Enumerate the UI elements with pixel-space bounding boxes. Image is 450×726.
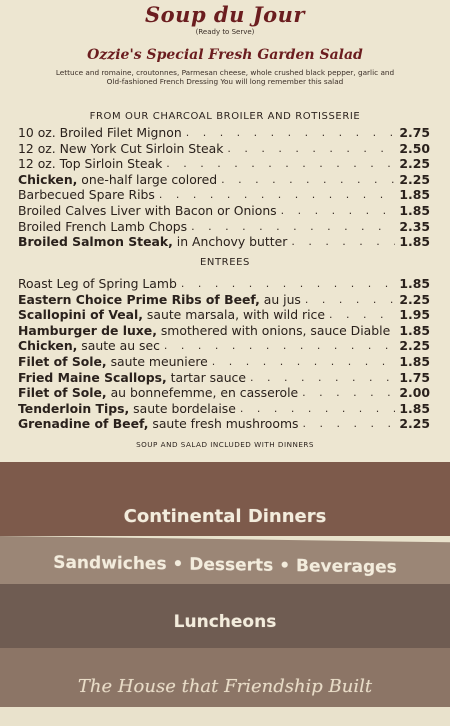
menu-item-name-rest: saute au sec (77, 338, 160, 354)
menu-item (18, 338, 430, 354)
entrees-list (18, 276, 430, 432)
menu-item-name-rest: 10 oz. Broiled Filet Mignon (18, 125, 182, 140)
broiler-list (18, 125, 430, 250)
menu-item-price: 2.35 (399, 218, 430, 234)
menu-item-price: 2.75 (399, 125, 430, 140)
menu-item-name-rest: Broiled French Lamb Chops (18, 218, 188, 234)
menu-item-name-bold: Scallopini of Veal, (18, 307, 143, 323)
leader-dots (164, 338, 396, 354)
menu-item-name-rest: Broiled Calves Liver with Bacon or Onions (18, 202, 277, 218)
menu-item-price: 1.95 (399, 307, 430, 323)
menu-item-name-bold: Filet of Sole, (18, 353, 107, 369)
menu-item (18, 156, 430, 172)
menu-item-name-rest: saute fresh mushrooms (148, 416, 299, 432)
menu-item-name (18, 125, 182, 141)
menu-item-name (18, 292, 301, 308)
menu-item-name (18, 354, 208, 370)
menu-item (18, 416, 430, 432)
menu-item (18, 354, 430, 370)
leader-dots (305, 292, 396, 308)
salad-title: Ozzie's Special Fresh Garden Salad (87, 47, 363, 63)
menu-item-name (18, 307, 325, 323)
menu-item-name (18, 187, 155, 203)
menu-item-price: 2.25 (399, 291, 430, 307)
menu-item-name (18, 156, 162, 172)
menu-item-name-bold: Fried Maine Scallops, (18, 369, 167, 385)
tab-sandwiches-desserts-beverages[interactable] (0, 536, 450, 590)
leader-dots (250, 370, 395, 386)
menu-item-name-rest: 12 oz. Top Sirloin Steak (18, 156, 163, 172)
leader-dots (159, 187, 396, 203)
menu-item-name-rest: tartar sauce (166, 369, 246, 385)
menu-item-name-bold: Grenadine of Beef, (18, 416, 149, 432)
menu-item-name-bold: Chicken, (18, 171, 78, 187)
menu-item-price: 2.25 (399, 171, 430, 187)
menu-item-price: 1.85 (399, 187, 430, 203)
salad-description: Lettuce and romaine, croutonnes, Parmesan cheese, whole crushed black pepper, garlic and Old-fashioned French Dressing You will long remember this salad (55, 68, 395, 87)
leader-dots (221, 172, 395, 188)
menu-item-name (18, 141, 223, 157)
menu-item-price: 2.25 (399, 416, 430, 432)
menu-item-price: 1.85 (399, 202, 430, 218)
menu-item-name-bold: Hamburger de luxe, (18, 322, 157, 338)
entrees-heading: ENTREES (199, 257, 251, 268)
menu-item (18, 234, 430, 250)
menu-item-name-rest: saute marsala, with wild rice (142, 307, 325, 323)
menu-item-name (18, 338, 160, 354)
menu-item-name-rest: saute meuniere (106, 353, 208, 369)
menu-item (18, 276, 430, 292)
leader-dots (166, 156, 395, 172)
tab-label: Continental Dinners (123, 506, 327, 527)
menu-item-name (18, 370, 246, 386)
menu-item-name-rest: Roast Leg of Spring Lamb (18, 276, 177, 291)
menu-item-name (18, 416, 298, 432)
leader-dots (281, 203, 396, 219)
menu-item (18, 401, 430, 417)
menu-item-name-rest: 12 oz. New York Cut Sirloin Steak (18, 140, 224, 156)
menu-item-price: 2.25 (399, 156, 430, 172)
tab-label: Luncheons (173, 612, 277, 632)
menu-item-price: 1.85 (399, 353, 430, 369)
menu-item-price: 2.50 (399, 140, 430, 156)
menu-item (18, 203, 430, 219)
menu-item-price: 1.85 (399, 234, 430, 250)
menu-item-name-bold: Broiled Salmon Steak, (18, 234, 173, 250)
menu-item-name-bold: Filet of Sole, (18, 385, 107, 401)
leader-dots (240, 401, 396, 417)
menu-item-name (18, 385, 298, 401)
tab-label: Sandwiches • Desserts • Beverages (53, 552, 397, 578)
menu-item (18, 307, 430, 323)
menu-item (18, 323, 430, 339)
menu-item-price: 2.00 (399, 385, 430, 401)
broiler-heading: FROM OUR CHARCOAL BROILER AND ROTISSERIE (89, 111, 361, 122)
menu-item-name (18, 234, 287, 250)
tab-label: The House that Friendship Built (77, 676, 373, 697)
menu-item-name (18, 401, 236, 417)
menu-item-name (18, 172, 217, 188)
leader-dots (329, 307, 395, 323)
tab-continental-dinners[interactable] (0, 462, 450, 536)
menu-item-name-rest: in Anchovy butter (172, 234, 288, 250)
menu-item-name (18, 219, 187, 235)
dinner-note: SOUP AND SALAD INCLUDED WITH DINNERS (136, 440, 314, 449)
soup-subtitle: (Ready to Serve) (195, 28, 255, 36)
menu-item-name-bold: Eastern Choice Prime Ribs of Beef, (18, 291, 260, 307)
menu-item (18, 141, 430, 157)
menu-item-name-rest: smothered with onions, sauce Diable (156, 322, 391, 338)
leader-dots (302, 385, 395, 401)
menu-item-name-bold: Tenderloin Tips, (18, 400, 130, 416)
leader-dots (186, 125, 396, 141)
leader-dots (302, 416, 395, 432)
tab-luncheons[interactable] (0, 584, 450, 648)
menu-item-price: 1.85 (399, 322, 430, 338)
menu-item-name-rest: au jus (259, 291, 301, 307)
leader-dots (227, 141, 395, 157)
menu-item-name-rest: saute bordelaise (129, 400, 236, 416)
menu-item-name (18, 276, 177, 292)
leader-dots (181, 276, 396, 292)
leader-dots (212, 354, 396, 370)
leader-dots (191, 219, 395, 235)
menu-item (18, 385, 430, 401)
menu-item (18, 219, 430, 235)
leader-dots (394, 323, 395, 339)
soup-title: Soup du Jour (145, 2, 305, 27)
tab-house-slogan[interactable] (0, 648, 450, 707)
menu-item-price: 2.25 (399, 338, 430, 354)
menu-item-name (18, 203, 277, 219)
menu-item (18, 370, 430, 386)
menu-item-price: 1.85 (399, 400, 430, 416)
menu-item-name-bold: Chicken, (18, 338, 78, 354)
menu-item-name-rest: one-half large colored (77, 171, 218, 187)
menu-item (18, 172, 430, 188)
menu-item-name-rest: Barbecued Spare Ribs (18, 187, 155, 203)
menu-item (18, 292, 430, 308)
menu-item (18, 187, 430, 203)
menu-item-name-rest: au bonnefemme, en casserole (106, 385, 299, 401)
menu-item-price: 1.85 (399, 276, 430, 291)
menu-item (18, 125, 430, 141)
menu-item-name (18, 323, 390, 339)
menu-item-price: 1.75 (399, 369, 430, 385)
leader-dots (291, 234, 395, 250)
